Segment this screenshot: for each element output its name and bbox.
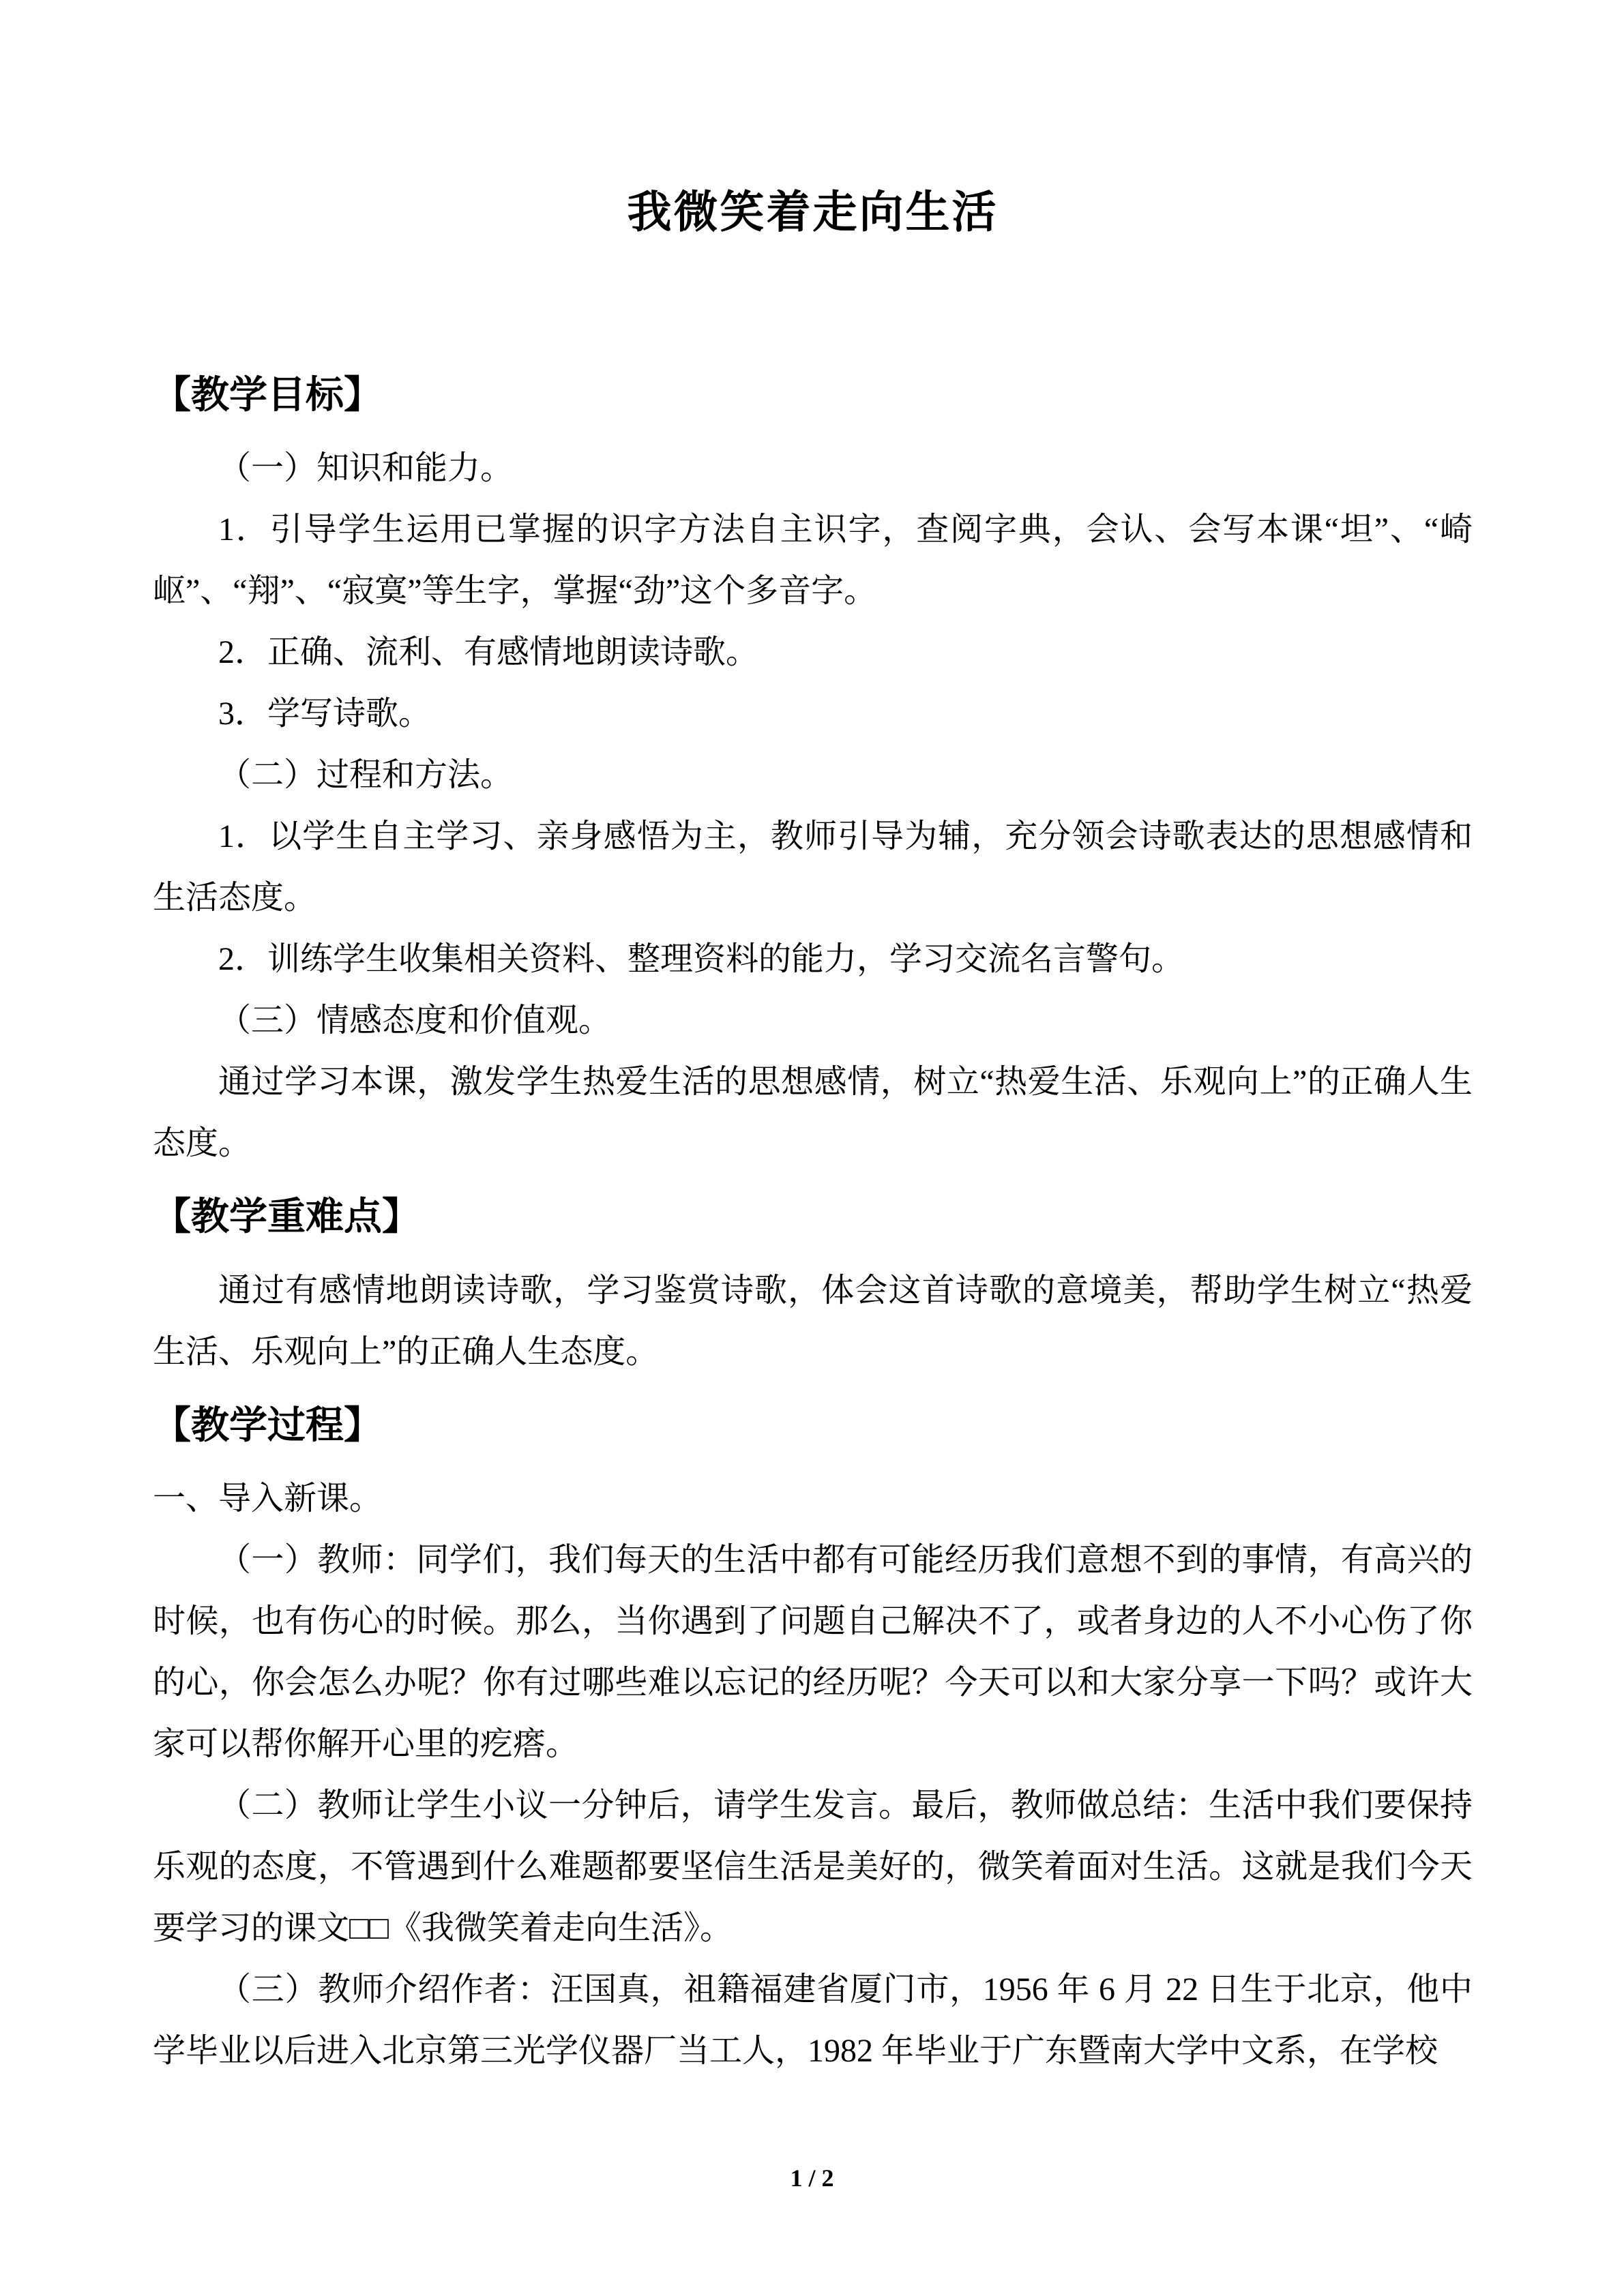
section-heading-key-points: 【教学重难点】 bbox=[153, 1196, 420, 1239]
paragraph: （三）教师介绍作者：汪国真，祖籍福建省厦门市，1956 年 6 月 22 日生于北京，他中学毕业以后进入北京第三光学仪器厂当工人，1982 年毕业于广东暨南大学中文系，在学校 bbox=[153, 1971, 1473, 2070]
paragraph: 2．训练学生收集相关资料、整理资料的能力，学习交流名言警句。 bbox=[218, 941, 1185, 978]
paragraph: （三）情感态度和价值观。 bbox=[218, 1002, 612, 1039]
paragraph: 3．学写诗歌。 bbox=[218, 696, 432, 732]
paragraph-lead-in: 一、导入新课。 bbox=[153, 1480, 383, 1517]
paragraph: 1．引导学生运用已掌握的识字方法自主识字，查阅字典，会认、会写本课“坦”、“崎岖”、“翔”、“寂寞”等生字，掌握“劲”这个多音字。 bbox=[153, 511, 1473, 610]
paragraph: （一）教师：同学们，我们每天的生活中都有可能经历我们意想不到的事情，有高兴的时候，也有伤心的时候。那么，当你遇到了问题自己解决不了，或者身边的人不小心伤了你的心，你会怎么办呢？你有过哪些难以忘记的经历呢？今天可以和大家分享一下吗？或许大家可以帮你解开心里的疙瘩。 bbox=[153, 1542, 1473, 1763]
section-heading-process: 【教学过程】 bbox=[153, 1404, 382, 1447]
paragraph: 1．以学生自主学习、亲身感悟为主，教师引导为辅，充分领会诗歌表达的思想感情和生活态度。 bbox=[153, 818, 1473, 916]
doc-title: 我微笑着走向生活 bbox=[627, 188, 999, 237]
paragraph: （二）教师让学生小议一分钟后，请学生发言。最后，教师做总结：生活中我们要保持乐观的态度，不管遇到什么难题都要坚信生活是美好的，微笑着面对生活。这就是我们今天要学习的课文□□《我微笑着走向生活》。 bbox=[153, 1787, 1473, 1947]
paragraph: 2．正确、流利、有感情地朗读诗歌。 bbox=[218, 634, 759, 671]
paragraph: 通过有感情地朗读诗歌，学习鉴赏诗歌，体会这首诗歌的意境美，帮助学生树立“热爱生活、乐观向上”的正确人生态度。 bbox=[153, 1272, 1473, 1370]
paragraph: （一）知识和能力。 bbox=[218, 450, 514, 487]
page-number: 1 / 2 bbox=[790, 2164, 834, 2192]
paragraph: 通过学习本课，激发学生热爱生活的思想感情，树立“热爱生活、乐观向上”的正确人生态度。 bbox=[153, 1064, 1473, 1162]
section-heading-objectives: 【教学目标】 bbox=[153, 374, 382, 417]
paragraph: （二）过程和方法。 bbox=[218, 757, 514, 794]
